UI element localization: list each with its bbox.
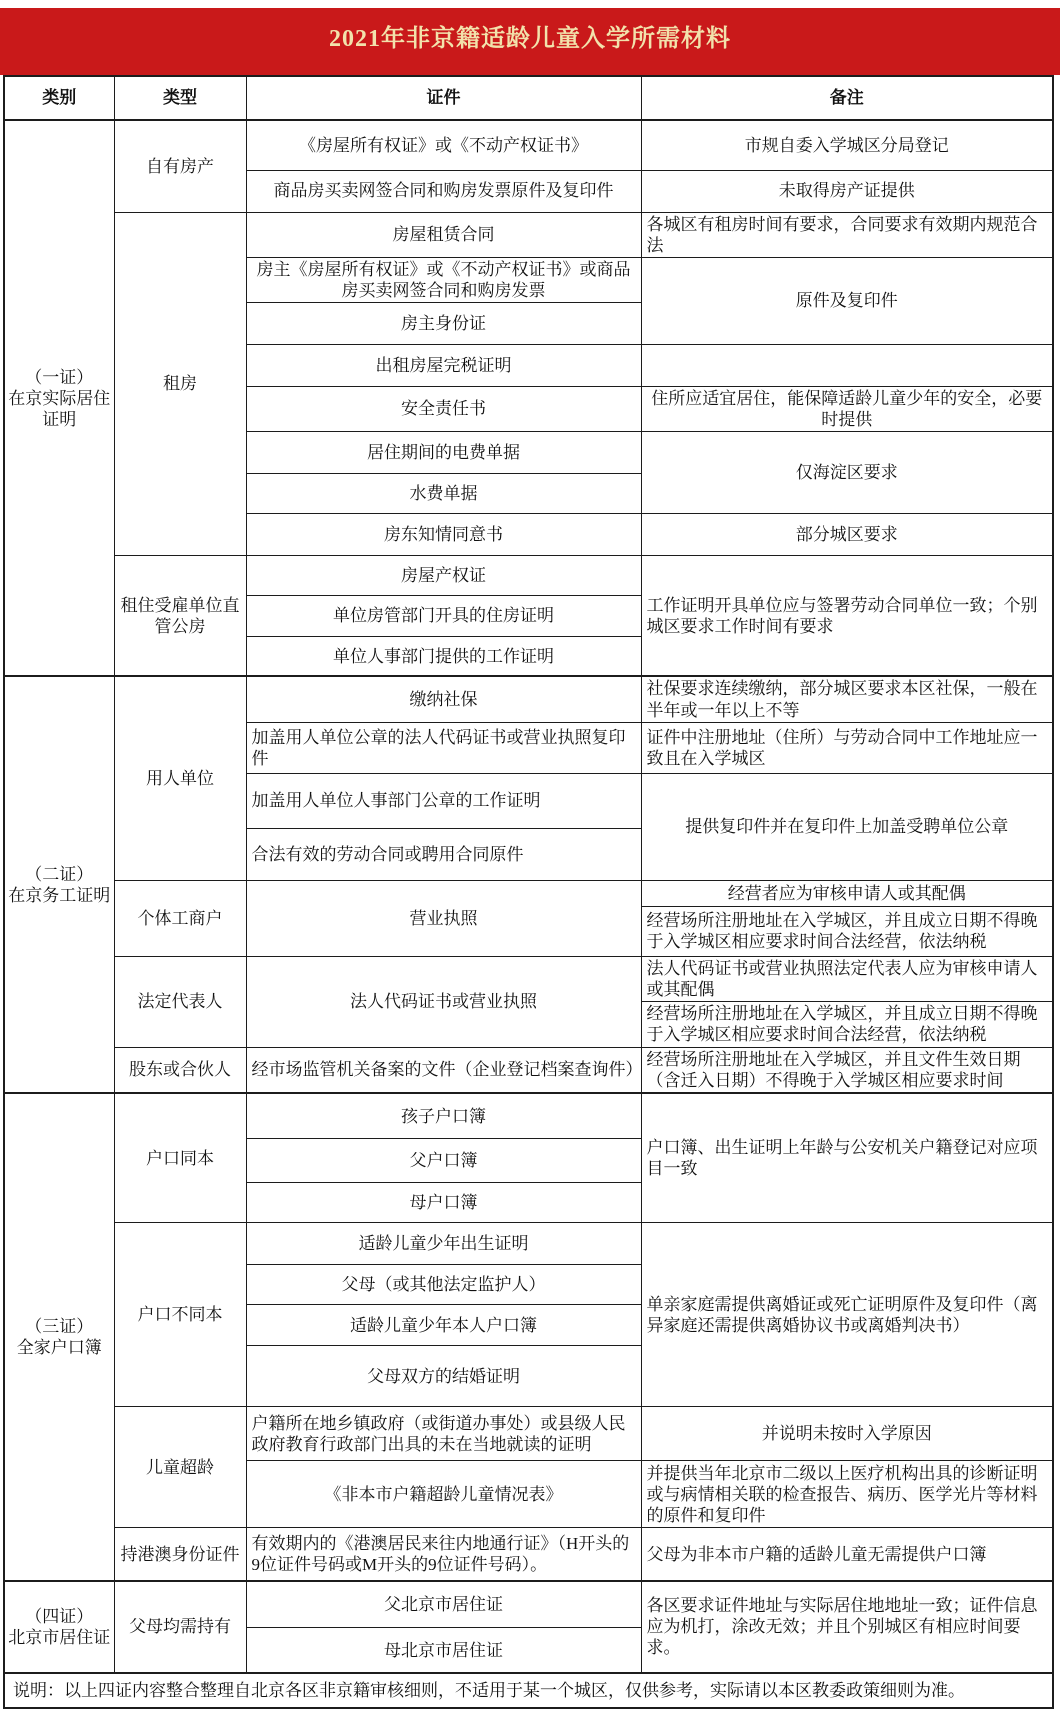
table-row — [4, 880, 1053, 906]
materials-table — [3, 75, 1054, 1709]
note-cell: 工作证明开具单位应与签署劳动合同单位一致；个别城区要求工作时间有要求 — [641, 555, 1053, 676]
category-line2: 北京市居住证 — [8, 1627, 111, 1647]
type-cell: 租住受雇单位直管公房 — [114, 555, 246, 676]
category-cell — [4, 1093, 114, 1581]
note-cell: 各区要求证件地址与实际居住地地址一致；证件信息应为机打，涂改无效；并且个别城区有相应时间要求。 — [641, 1581, 1053, 1673]
cert-cell: 房屋产权证 — [246, 555, 641, 595]
table-row — [4, 1047, 1053, 1093]
cert-cell: 居住期间的电费单据 — [246, 431, 641, 473]
note-cell: 户口簿、出生证明上年龄与公安机关户籍登记对应项目一致 — [641, 1093, 1053, 1223]
note-cell — [641, 344, 1053, 386]
type-cell: 父母均需持有 — [114, 1581, 246, 1673]
type-cell: 租房 — [114, 212, 246, 555]
footer-row — [4, 1673, 1053, 1708]
note-cell: 各城区有租房时间有要求，合同要求有效期内规范合法 — [641, 212, 1053, 257]
col-header-type: 类型 — [114, 76, 246, 120]
note-cell: 提供复印件并在复印件上加盖受聘单位公章 — [641, 773, 1053, 880]
note-cell: 父母为非本市户籍的适龄儿童无需提供户口簿 — [641, 1528, 1053, 1581]
note-cell: 并说明未按时入学原因 — [641, 1407, 1053, 1461]
note-cell: 未取得房产证提供 — [641, 170, 1053, 212]
cert-cell: 父户口簿 — [246, 1139, 641, 1183]
table-row — [4, 1407, 1053, 1461]
type-cell: 股东或合伙人 — [114, 1047, 246, 1093]
cert-cell: 孩子户口簿 — [246, 1093, 641, 1139]
table-row — [4, 212, 1053, 257]
cert-cell: 加盖用人单位公章的法人代码证书或营业执照复印件 — [246, 722, 641, 773]
table-row — [4, 555, 1053, 595]
note-cell: 经营场所注册地址在入学城区，并且成立日期不得晚于入学城区相应要求时间合法经营，依法纳税 — [641, 906, 1053, 956]
note-cell: 住所应适宜居住，能保障适龄儿童少年的安全，必要时提供 — [641, 386, 1053, 431]
page-title: 2021年非京籍适龄儿童入学所需材料 — [329, 26, 731, 52]
table-header — [4, 76, 1053, 120]
cert-cell: 水费单据 — [246, 473, 641, 513]
cert-cell: 父母（或其他法定监护人） — [246, 1265, 641, 1305]
cert-cell: 房东知情同意书 — [246, 513, 641, 555]
note-cell: 证件中注册地址（住所）与劳动合同中工作地址应一致且在入学城区 — [641, 722, 1053, 773]
note-cell: 经营者应为审核申请人或其配偶 — [641, 880, 1053, 906]
note-cell: 并提供当年北京市二级以上医疗机构出具的诊断证明或与病情相关联的检查报告、病历、医学光片等材料的原件和复印件 — [641, 1461, 1053, 1528]
table-row — [4, 676, 1053, 722]
cert-cell: 适龄儿童少年本人户口簿 — [246, 1305, 641, 1346]
table-body — [4, 120, 1053, 1708]
note-cell: 经营场所注册地址在入学城区，并且文件生效日期（含迁入日期）不得晚于入学城区相应要求时间 — [641, 1047, 1053, 1093]
cert-cell: 房主身份证 — [246, 302, 641, 344]
category-line2: 在京实际居住证明 — [8, 388, 111, 429]
cert-cell: 父北京市居住证 — [246, 1581, 641, 1628]
cert-cell: 商品房买卖网签合同和购房发票原件及复印件 — [246, 170, 641, 212]
category-line2: 在京务工证明 — [8, 885, 111, 905]
category-line1: （三证） — [25, 1316, 94, 1336]
note-cell: 市规自委入学城区分局登记 — [641, 120, 1053, 170]
cert-cell: 安全责任书 — [246, 386, 641, 431]
cert-cell: 单位房管部门开具的住房证明 — [246, 595, 641, 636]
col-header-category: 类别 — [4, 76, 114, 120]
cert-cell: 有效期内的《港澳居民来往内地通行证》（H开头的9位证件号码或M开头的9位证件号码）。 — [246, 1528, 641, 1581]
col-header-certificate: 证件 — [246, 76, 641, 120]
cert-cell: 《房屋所有权证》或《不动产权证书》 — [246, 120, 641, 170]
cert-cell: 房屋租赁合同 — [246, 212, 641, 257]
cert-cell: 母户口簿 — [246, 1183, 641, 1223]
note-cell: 部分城区要求 — [641, 513, 1053, 555]
cert-cell: 法人代码证书或营业执照 — [246, 956, 641, 1047]
cert-cell: 单位人事部门提供的工作证明 — [246, 636, 641, 676]
note-cell: 社保要求连续缴纳，部分城区要求本区社保，一般在半年或一年以上不等 — [641, 676, 1053, 722]
cert-cell: 经市场监管机关备案的文件（企业登记档案查询件） — [246, 1047, 641, 1093]
table-row — [4, 1528, 1053, 1581]
category-line1: （一证） — [25, 367, 94, 387]
type-cell: 自有房产 — [114, 120, 246, 212]
note-cell: 仅海淀区要求 — [641, 431, 1053, 513]
cert-cell: 房主《房屋所有权证》或《不动产权证书》或商品房买卖网签合同和购房发票 — [246, 257, 641, 302]
note-cell: 单亲家庭需提供离婚证或死亡证明原件及复印件（离异家庭还需提供离婚协议书或离婚判决书） — [641, 1223, 1053, 1407]
table-row — [4, 120, 1053, 170]
table-row — [4, 1223, 1053, 1265]
table-row — [4, 1093, 1053, 1139]
cert-cell: 缴纳社保 — [246, 676, 641, 722]
type-cell: 法定代表人 — [114, 956, 246, 1047]
note-cell: 法人代码证书或营业执照法定代表人应为审核申请人或其配偶 — [641, 956, 1053, 1001]
note-cell: 经营场所注册地址在入学城区，并且成立日期不得晚于入学城区相应要求时间合法经营，依法纳税 — [641, 1001, 1053, 1047]
table-row — [4, 956, 1053, 1001]
type-cell: 儿童超龄 — [114, 1407, 246, 1528]
category-cell — [4, 120, 114, 676]
category-line1: （四证） — [25, 1606, 94, 1626]
category-line2: 全家户口簿 — [16, 1337, 102, 1357]
type-cell: 持港澳身份证件 — [114, 1528, 246, 1581]
type-cell: 户口同本 — [114, 1093, 246, 1223]
category-cell — [4, 1581, 114, 1673]
cert-cell: 营业执照 — [246, 880, 641, 956]
footer-note: 说明：以上四证内容整合整理自北京各区非京籍审核细则，不适用于某一个城区，仅供参考，实际请以本区教委政策细则为准。 — [4, 1673, 1053, 1708]
cert-cell: 母北京市居住证 — [246, 1628, 641, 1673]
category-line1: （二证） — [25, 864, 94, 884]
type-cell: 用人单位 — [114, 676, 246, 880]
table-row — [4, 1581, 1053, 1628]
cert-cell: 加盖用人单位人事部门公章的工作证明 — [246, 773, 641, 828]
cert-cell: 户籍所在地乡镇政府（或街道办事处）或县级人民政府教育行政部门出具的未在当地就读的证明 — [246, 1407, 641, 1461]
banner — [0, 8, 1060, 75]
type-cell: 户口不同本 — [114, 1223, 246, 1407]
category-cell — [4, 676, 114, 1092]
header-row — [4, 76, 1053, 120]
cert-cell: 合法有效的劳动合同或聘用合同原件 — [246, 828, 641, 880]
note-cell: 原件及复印件 — [641, 257, 1053, 344]
col-header-remarks: 备注 — [641, 76, 1053, 120]
cert-cell: 适龄儿童少年出生证明 — [246, 1223, 641, 1265]
cert-cell: 《非本市户籍超龄儿童情况表》 — [246, 1461, 641, 1528]
type-cell: 个体工商户 — [114, 880, 246, 956]
cert-cell: 父母双方的结婚证明 — [246, 1346, 641, 1407]
cert-cell: 出租房屋完税证明 — [246, 344, 641, 386]
